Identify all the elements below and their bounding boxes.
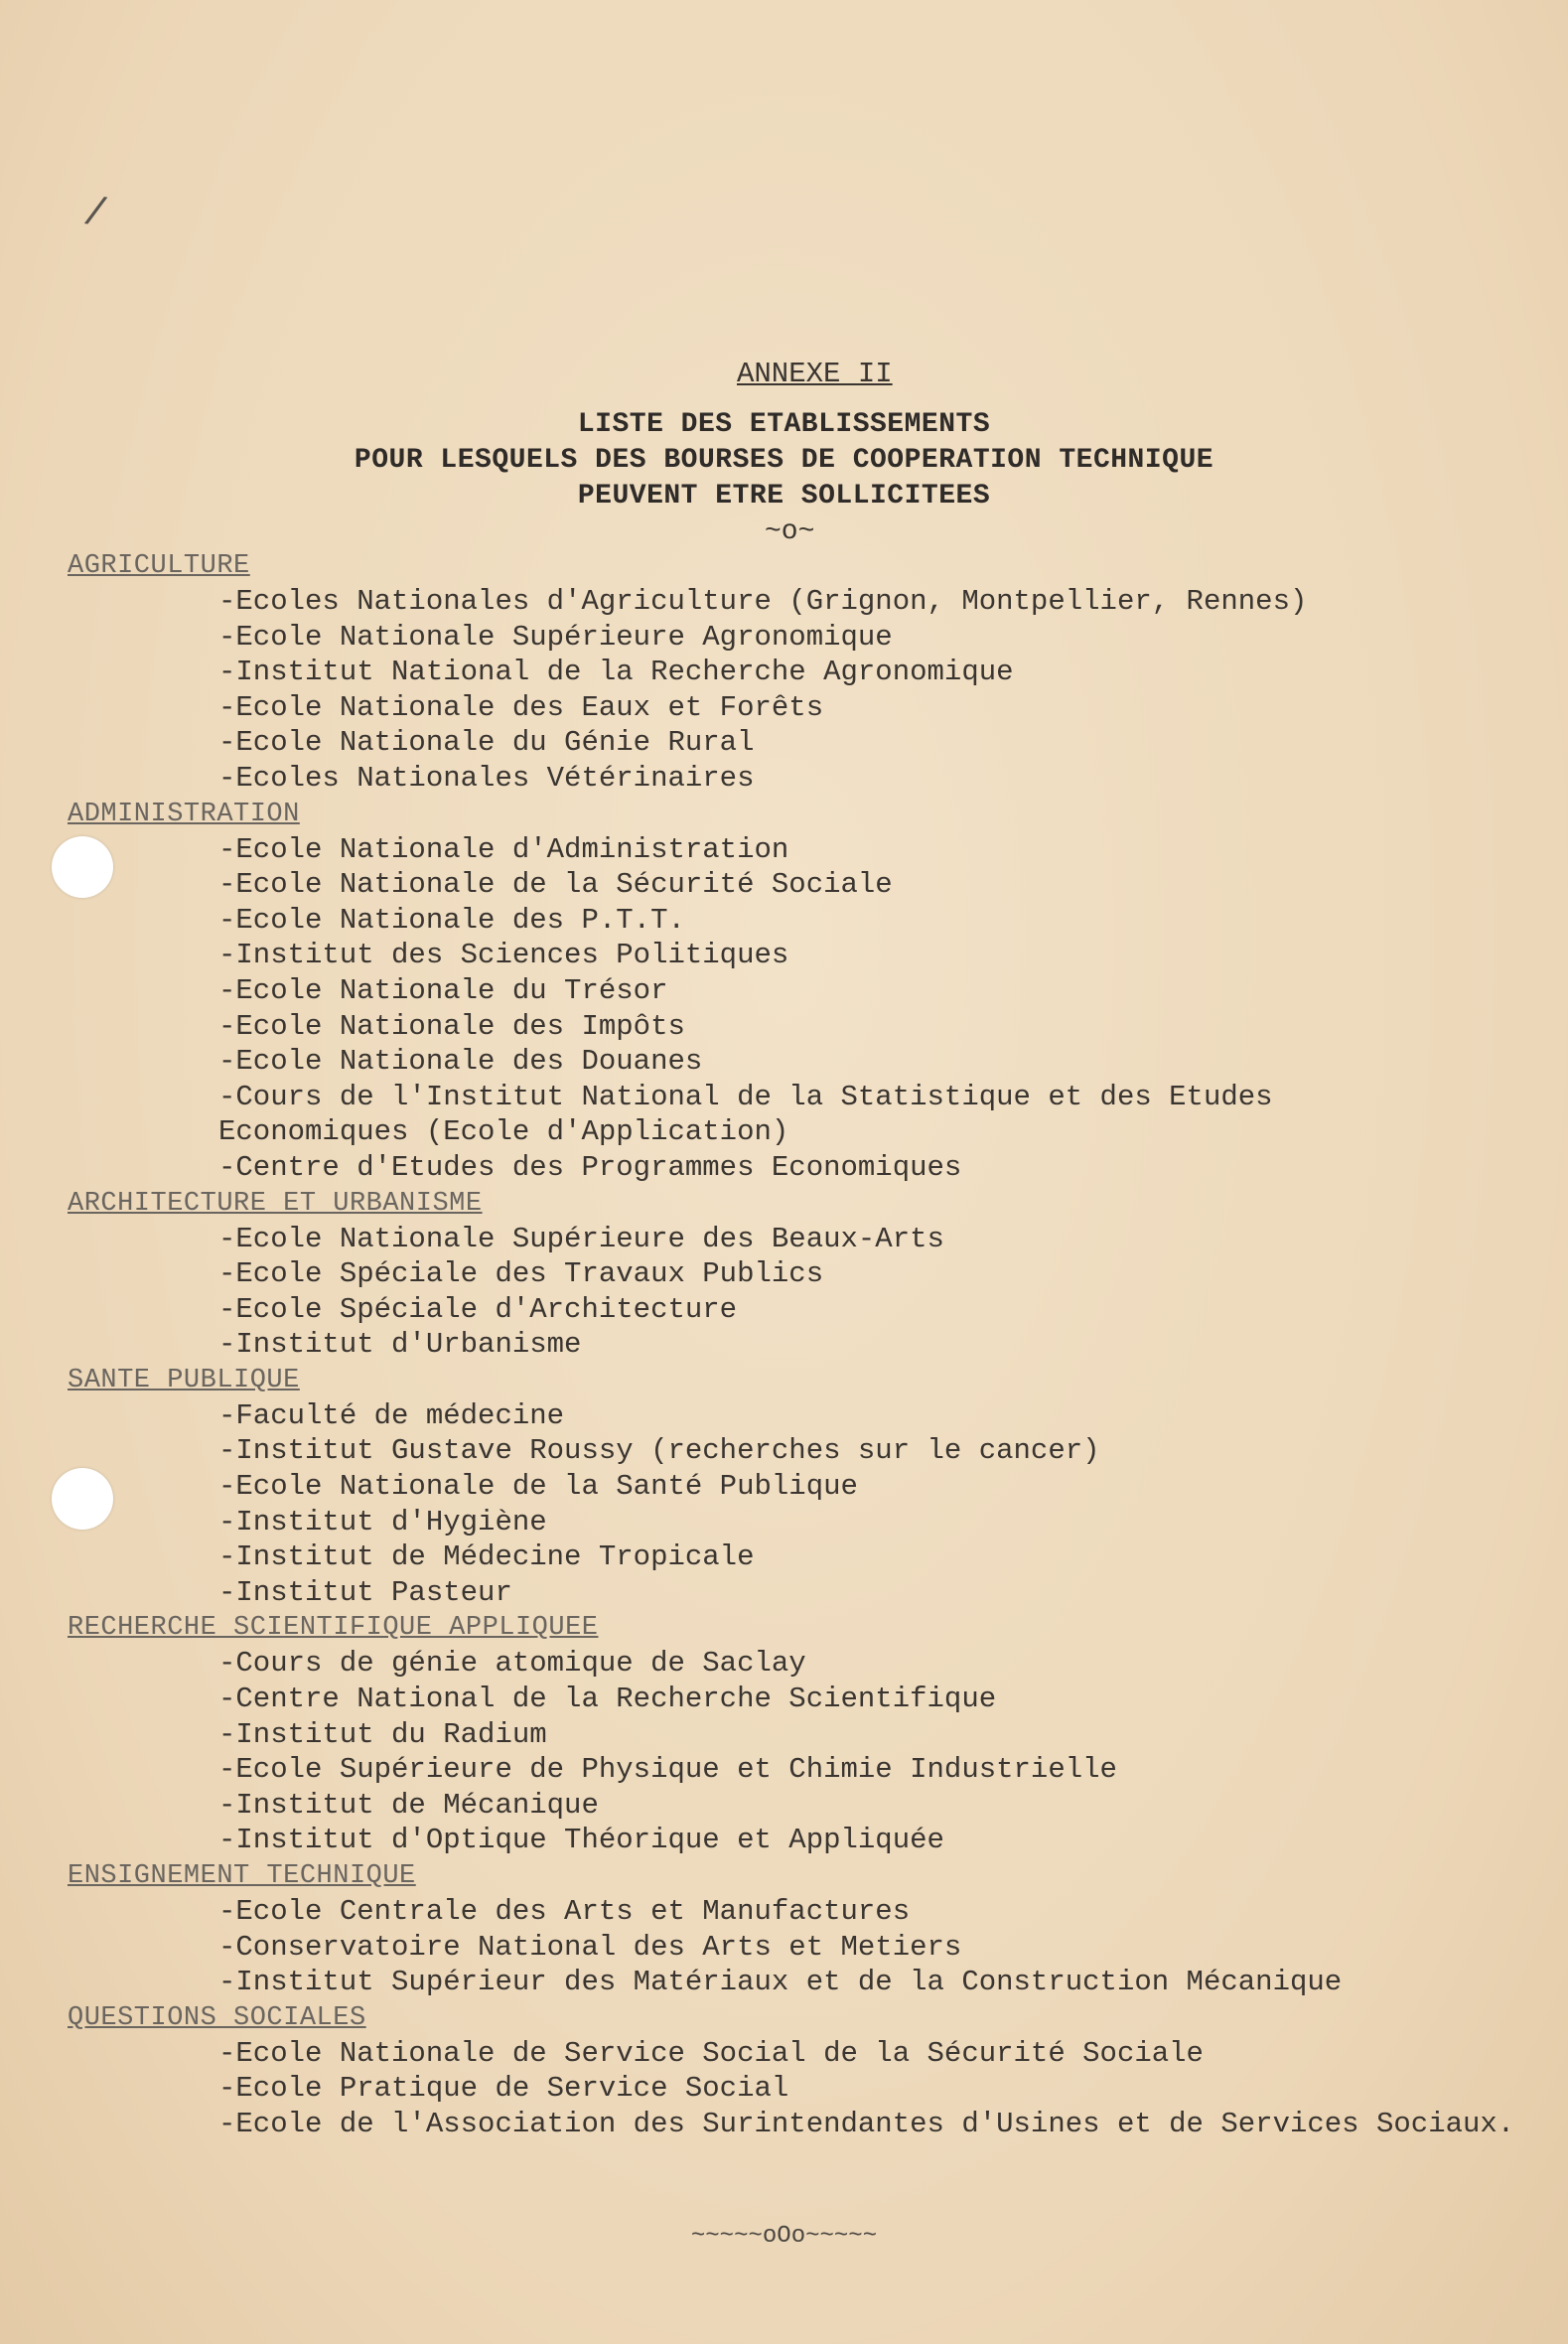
- section-title: ARCHITECTURE ET URBANISME: [68, 1188, 483, 1219]
- list-item: -Ecole Pratique de Service Social: [218, 2072, 789, 2106]
- list-item: -Faculté de médecine: [218, 1398, 565, 1432]
- list-item: -Ecole Nationale d'Administration: [218, 832, 789, 866]
- list-item: -Ecole Nationale des P.T.T.: [218, 903, 685, 937]
- list-item: -Institut d'Urbanisme: [218, 1328, 582, 1362]
- list-item: -Ecole Spéciale d'Architecture: [218, 1292, 738, 1326]
- list-item: -Ecole Nationale du Génie Rural: [218, 726, 755, 760]
- section-title: ENSIGNEMENT TECHNIQUE: [68, 1861, 416, 1891]
- list-item: -Ecole Nationale des Impôts: [218, 1009, 685, 1043]
- list-item: -Institut Pasteur: [218, 1575, 512, 1609]
- section: [68, 548, 1537, 797]
- list-item: -Ecole de l'Association des Surintendantes d'Usines et de Services Sociaux.: [218, 2107, 1515, 2140]
- section: [68, 1610, 1537, 1858]
- section-title: AGRICULTURE: [68, 551, 250, 581]
- list-item: -Institut National de la Recherche Agronomique: [218, 656, 1014, 689]
- list-item: -Ecole Nationale Supérieure Agronomique: [218, 620, 893, 654]
- list-item: -Ecole Nationale de Service Social de la Sécurité Sociale: [218, 2036, 1204, 2070]
- list-item: -Ecole Nationale de la Santé Publique: [218, 1470, 858, 1504]
- section: [68, 2000, 1537, 2142]
- pencil-mark: /: [79, 191, 111, 239]
- title-line-2: POUR LESQUELS DES BOURSES DE COOPERATION TECHNIQUE: [354, 445, 1214, 476]
- list-item: -Conservatoire National des Arts et Metiers: [218, 1930, 962, 1964]
- section-title: ADMINISTRATION: [68, 799, 300, 829]
- section: [68, 797, 1537, 1186]
- end-ornament: ~~~~~oOo~~~~~: [690, 2223, 878, 2250]
- list-item: -Institut de Mécanique: [218, 1788, 599, 1822]
- section-title: RECHERCHE SCIENTIFIQUE APPLIQUEE: [68, 1613, 599, 1644]
- list-item: -Institut du Radium: [218, 1717, 547, 1751]
- title-line-3: PEUVENT ETRE SOLLICITEES: [577, 481, 991, 512]
- title-ornament: ~o~: [765, 516, 815, 547]
- list-item: -Ecole Spéciale des Travaux Publics: [218, 1257, 824, 1291]
- section-title: SANTE PUBLIQUE: [68, 1365, 300, 1395]
- establishment-list: [68, 548, 1537, 2142]
- list-item: -Cours de génie atomique de Saclay: [218, 1647, 806, 1681]
- list-item: -Institut Gustave Roussy (recherches sur le cancer): [218, 1434, 1100, 1468]
- list-item: -Ecole Nationale des Douanes: [218, 1045, 703, 1079]
- section-title: QUESTIONS SOCIALES: [68, 2002, 366, 2033]
- list-item: -Ecole Nationale des Eaux et Forêts: [218, 690, 824, 724]
- section: [68, 1186, 1537, 1363]
- list-item: -Centre d'Etudes des Programmes Economiques: [218, 1150, 962, 1184]
- section: [68, 1858, 1537, 2000]
- list-item: -Ecole Nationale Supérieure des Beaux-Arts: [218, 1222, 944, 1255]
- annex-label: ANNEXE II: [737, 358, 893, 390]
- title-line-1: LISTE DES ETABLISSEMENTS: [577, 409, 991, 440]
- list-item: -Institut de Médecine Tropicale: [218, 1540, 755, 1574]
- list-item: -Cours de l'Institut National de la Statistique et des Etudes Economiques (Ecole d'Application): [218, 1080, 1273, 1149]
- list-item: -Ecoles Nationales d'Agriculture (Grignon, Montpellier, Rennes): [218, 585, 1308, 618]
- list-item: -Ecole Centrale des Arts et Manufactures: [218, 1895, 911, 1928]
- list-item: -Ecole Supérieure de Physique et Chimie Industrielle: [218, 1753, 1117, 1787]
- list-item: -Ecole Nationale de la Sécurité Sociale: [218, 868, 893, 902]
- list-item: -Ecole Nationale du Trésor: [218, 973, 668, 1007]
- list-item: -Centre National de la Recherche Scientifique: [218, 1683, 997, 1716]
- list-item: -Ecoles Nationales Vétérinaires: [218, 761, 755, 795]
- list-item: -Institut des Sciences Politiques: [218, 939, 789, 972]
- list-item: -Institut d'Optique Théorique et Appliquée: [218, 1824, 944, 1857]
- section: [68, 1363, 1537, 1611]
- list-item: -Institut Supérieur des Matériaux et de la Construction Mécanique: [218, 1966, 1343, 1999]
- list-item: -Institut d'Hygiène: [218, 1505, 547, 1538]
